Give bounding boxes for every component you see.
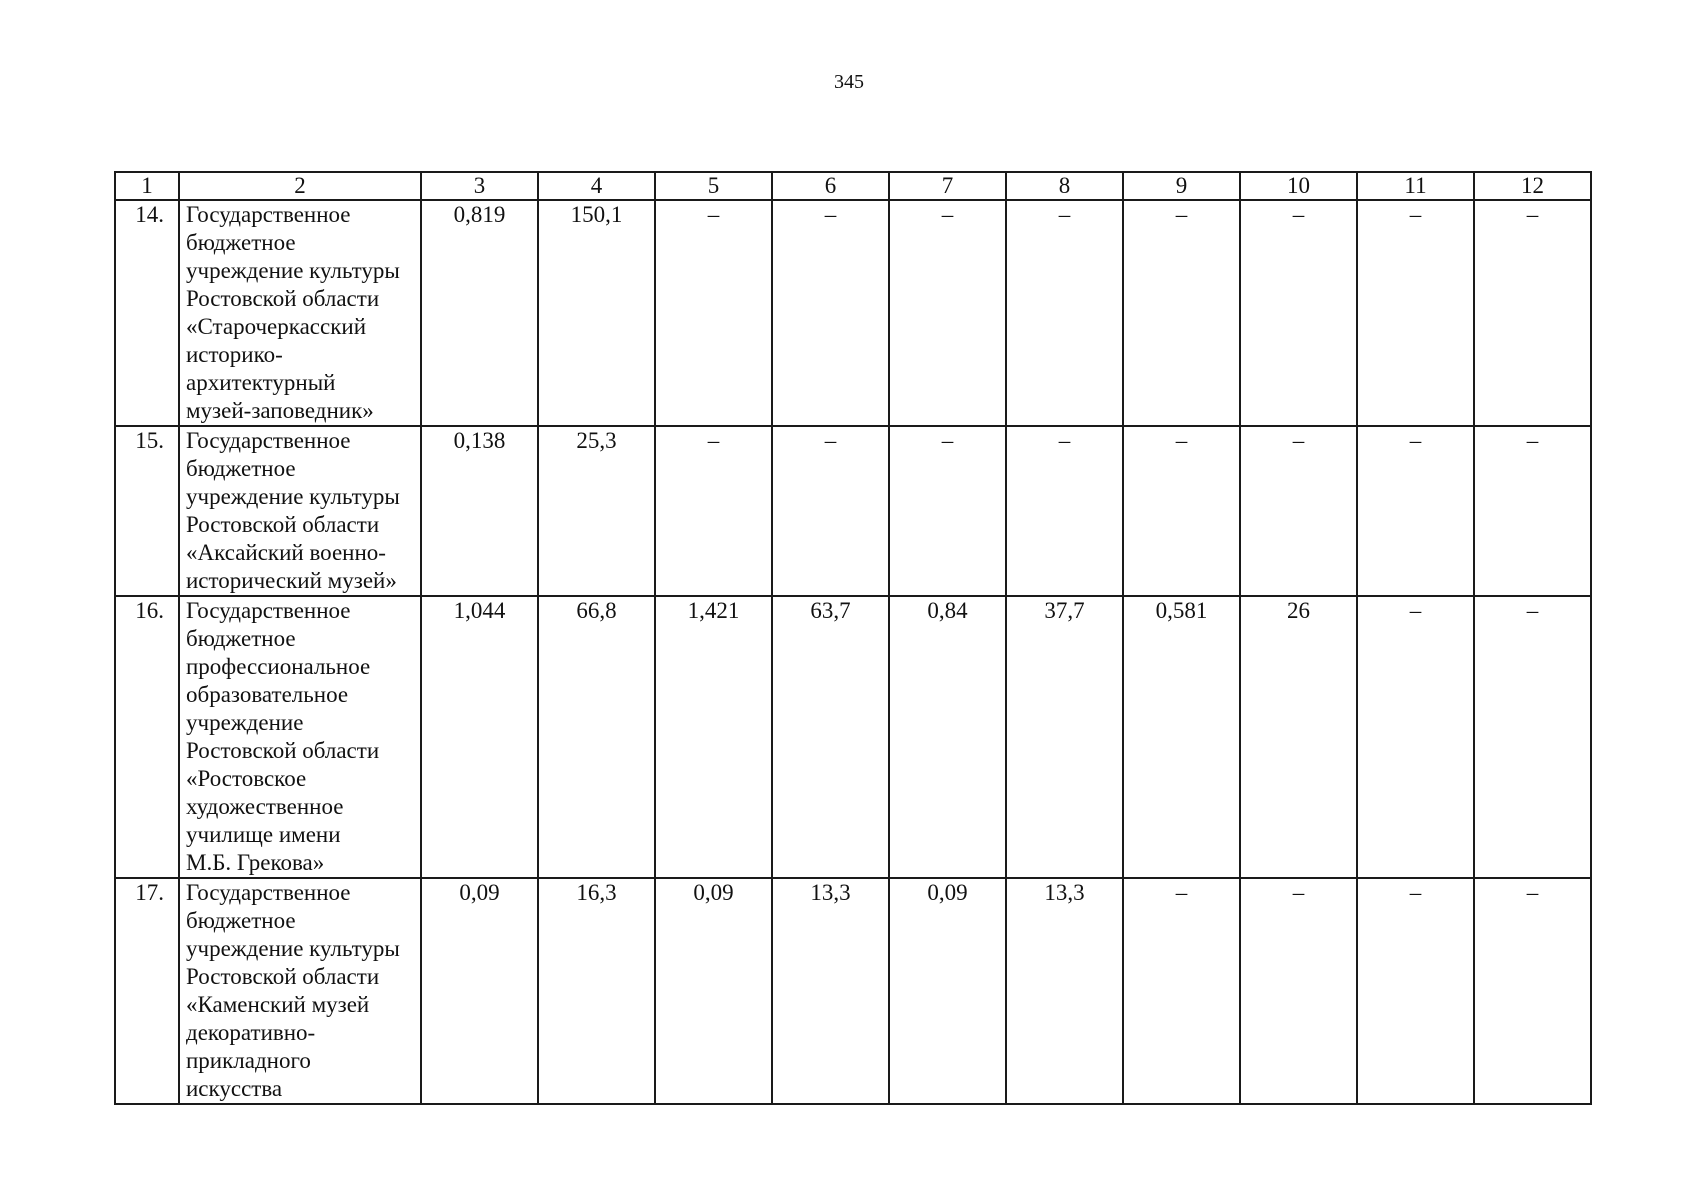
row-number: 17.	[115, 878, 179, 1104]
row-number: 15.	[115, 426, 179, 596]
table-cell: 0,09	[655, 878, 772, 1104]
table-cell: –	[1357, 426, 1474, 596]
table-row	[115, 596, 1591, 878]
table-cell: –	[889, 426, 1006, 596]
table-cell: 66,8	[538, 596, 655, 878]
table-row	[115, 878, 1591, 1104]
page-number: 345	[834, 71, 864, 93]
institution-name: Государственное бюджетное профессиональное образовательное учреждение Ростовской области «Ростовское художественное училище имени М.Б. Грекова»	[179, 596, 421, 878]
table-cell: 0,09	[889, 878, 1006, 1104]
table-cell: 150,1	[538, 200, 655, 426]
table-cell: –	[1123, 878, 1240, 1104]
column-header: 9	[1123, 172, 1240, 200]
table-cell: –	[1474, 200, 1591, 426]
column-header: 12	[1474, 172, 1591, 200]
table-cell: 1,421	[655, 596, 772, 878]
institution-name: Государственное бюджетное учреждение культуры Ростовской области «Каменский музей декоративно- прикладного искусства	[179, 878, 421, 1104]
table-cell: –	[1357, 200, 1474, 426]
table-cell: –	[772, 200, 889, 426]
table-cell: 63,7	[772, 596, 889, 878]
table-cell: –	[655, 200, 772, 426]
table-cell: –	[1474, 426, 1591, 596]
column-header: 2	[179, 172, 421, 200]
column-header: 5	[655, 172, 772, 200]
data-table	[114, 171, 1592, 1105]
table-cell: 0,09	[421, 878, 538, 1104]
table-cell: –	[889, 200, 1006, 426]
row-number: 14.	[115, 200, 179, 426]
table-cell: 0,84	[889, 596, 1006, 878]
column-header: 11	[1357, 172, 1474, 200]
table-cell: 1,044	[421, 596, 538, 878]
table-cell: 13,3	[1006, 878, 1123, 1104]
table-cell: –	[1123, 200, 1240, 426]
table-cell: –	[1006, 200, 1123, 426]
table-row	[115, 200, 1591, 426]
institution-name: Государственное бюджетное учреждение культуры Ростовской области «Старочеркасский историко- архитектурный музей-заповедник»	[179, 200, 421, 426]
table-cell: 25,3	[538, 426, 655, 596]
table-cell: –	[1357, 596, 1474, 878]
table-cell: 16,3	[538, 878, 655, 1104]
table-cell: 0,138	[421, 426, 538, 596]
column-header: 3	[421, 172, 538, 200]
table-cell: –	[1474, 596, 1591, 878]
table-cell: 0,581	[1123, 596, 1240, 878]
header-row	[115, 172, 1591, 200]
table-cell: –	[1240, 878, 1357, 1104]
table-cell: 0,819	[421, 200, 538, 426]
institution-name: Государственное бюджетное учреждение культуры Ростовской области «Аксайский военно- исторический музей»	[179, 426, 421, 596]
table-cell: –	[655, 426, 772, 596]
column-header: 6	[772, 172, 889, 200]
column-header: 7	[889, 172, 1006, 200]
column-header: 4	[538, 172, 655, 200]
table-cell: –	[1006, 426, 1123, 596]
table-cell: –	[1240, 426, 1357, 596]
column-header: 10	[1240, 172, 1357, 200]
table-cell: –	[772, 426, 889, 596]
table-cell: 37,7	[1006, 596, 1123, 878]
row-number: 16.	[115, 596, 179, 878]
table-cell: –	[1357, 878, 1474, 1104]
table-cell: 26	[1240, 596, 1357, 878]
table-cell: –	[1123, 426, 1240, 596]
table-cell: –	[1240, 200, 1357, 426]
table-cell: –	[1474, 878, 1591, 1104]
column-header: 1	[115, 172, 179, 200]
table-row	[115, 426, 1591, 596]
table-cell: 13,3	[772, 878, 889, 1104]
column-header: 8	[1006, 172, 1123, 200]
